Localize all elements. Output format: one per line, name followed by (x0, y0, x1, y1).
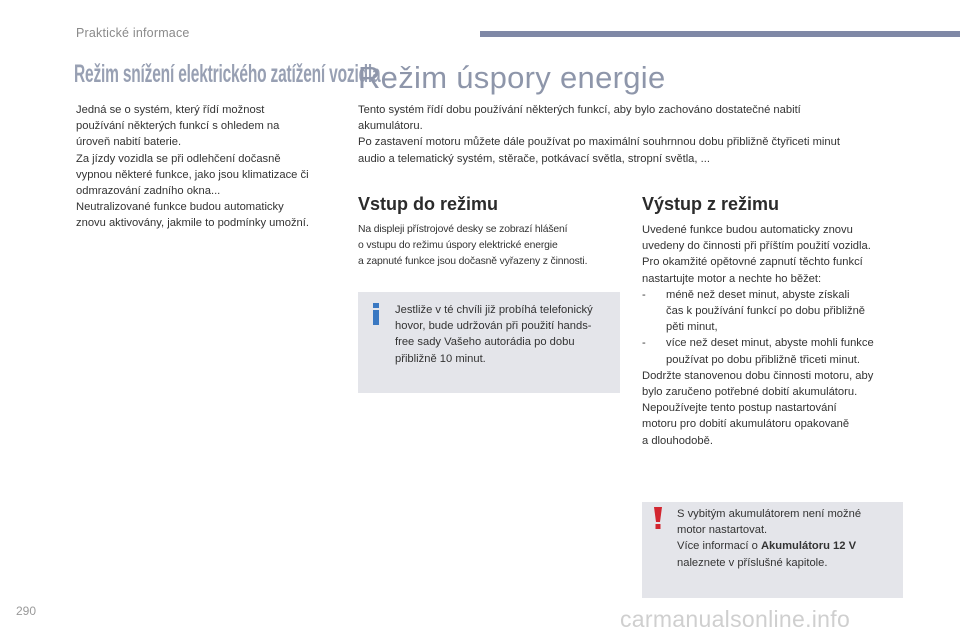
section-label: Praktické informace (76, 26, 190, 40)
exit-mode-heading: Výstup z režimu (642, 194, 780, 214)
header-accent-bar (480, 31, 960, 37)
intro-text (358, 102, 908, 167)
info-line: free sady Vašeho autorádia po dobu (395, 336, 575, 349)
exit-line: bylo zaručeno potřebné dobití akumulátoru. (642, 386, 858, 399)
intro-line: audio a telematický systém, stěrače, potkávací světla, stropní světla, ... (358, 152, 710, 165)
watermark: carmanualsonline.info (620, 606, 851, 632)
info-line: hovor, bude udržován při použití hands- (395, 320, 592, 333)
page-number: 290 (16, 604, 37, 618)
exit-bullet (642, 335, 912, 351)
bullet-dash: - (642, 337, 646, 350)
warning-line: motor nastartovat. (677, 524, 768, 537)
info-note-text (395, 302, 617, 367)
exit-line: a dlouhodobě. (642, 434, 713, 447)
bullet-text: méně než deset minut, abyste získali (666, 288, 850, 301)
sidebar-title: Režim snížení elektrického zatížení vozidla (74, 60, 381, 88)
exit-line: uvedeny do činnosti při příštím použití vozidla. (642, 240, 871, 253)
battery-reference: Akumulátoru 12 V (760, 540, 857, 553)
info-icon (371, 303, 381, 325)
exit-mode-text (642, 222, 912, 449)
enter-mode-text (358, 222, 624, 270)
bullet-text: pěti minut, (666, 321, 718, 334)
sidebar-line: Jedná se o systém, který řídí možnost (76, 104, 265, 116)
enter-line: o vstupu do režimu úspory elektrické energie (358, 240, 558, 251)
info-line: Jestliže v té chvíli již probíhá telefonický (395, 304, 593, 316)
sidebar-line: používání některých funkcí s ohledem na (76, 120, 280, 133)
sidebar-line: odmrazování zadního okna... (76, 185, 221, 198)
sidebar-line: Neutralizované funkce budou automaticky (76, 201, 284, 214)
bullet-dash: - (642, 288, 646, 301)
info-line: přibližně 10 minut. (395, 352, 486, 365)
exit-bullet-cont (642, 352, 912, 368)
intro-line: akumulátoru. (358, 120, 423, 133)
enter-line: a zapnuté funkce jsou dočasně vyřazeny z činnosti. (358, 256, 588, 267)
bullet-text: více než deset minut, abyste mohli funkce (666, 337, 874, 350)
enter-mode-heading: Vstup do režimu (358, 194, 499, 214)
exit-line: Pro okamžité opětovné zapnutí těchto funkcí (642, 256, 863, 269)
exit-line: Dodržte stanovenou dobu činnosti motoru, aby (642, 369, 874, 382)
intro-line: Tento systém řídí dobu používání některých funkcí, aby bylo zachováno dostatečné nabití (358, 104, 801, 116)
warning-line (677, 538, 899, 554)
sidebar-line: úroveň nabití baterie. (76, 136, 182, 149)
sidebar-line: vypnou některé funkce, jako jsou klimatizace či (76, 168, 309, 181)
exit-line: nastartujte motor a nechte ho běžet: (642, 272, 822, 285)
sidebar-line: Za jízdy vozidla se při odlehčení dočasně (76, 152, 281, 165)
page-title: Režim úspory energie (358, 60, 666, 95)
enter-line: Na displeji přístrojové desky se zobrazí hlášení (358, 224, 568, 235)
warning-line: naleznete v příslušné kapitole. (677, 556, 828, 569)
warning-note-text (677, 506, 899, 571)
exit-line: Uvedené funkce budou automaticky znovu (642, 224, 853, 236)
sidebar-line: znovu aktivovány, jakmile to podmínky umožní. (76, 217, 309, 230)
warning-prefix: Více informací o (677, 540, 761, 553)
bullet-text: používat po dobu přibližně třiceti minut. (666, 353, 861, 366)
exit-bullet (642, 287, 912, 303)
exit-bullet-cont (642, 303, 912, 319)
intro-line: Po zastavení motoru můžete dále používat po maximální souhrnnou dobu přibližně čtyřiceti minut (358, 136, 840, 149)
bullet-text: čas k používání funkcí po dobu přibližně (666, 305, 866, 318)
exit-line: Nepoužívejte tento postup nastartování (642, 402, 837, 415)
exit-bullet-cont (642, 319, 912, 335)
exit-line: motoru pro dobití akumulátoru opakovaně (642, 418, 850, 431)
warning-line: S vybitým akumulátorem není možné (677, 508, 862, 520)
exclamation-icon (653, 507, 663, 529)
sidebar-text (76, 102, 346, 232)
